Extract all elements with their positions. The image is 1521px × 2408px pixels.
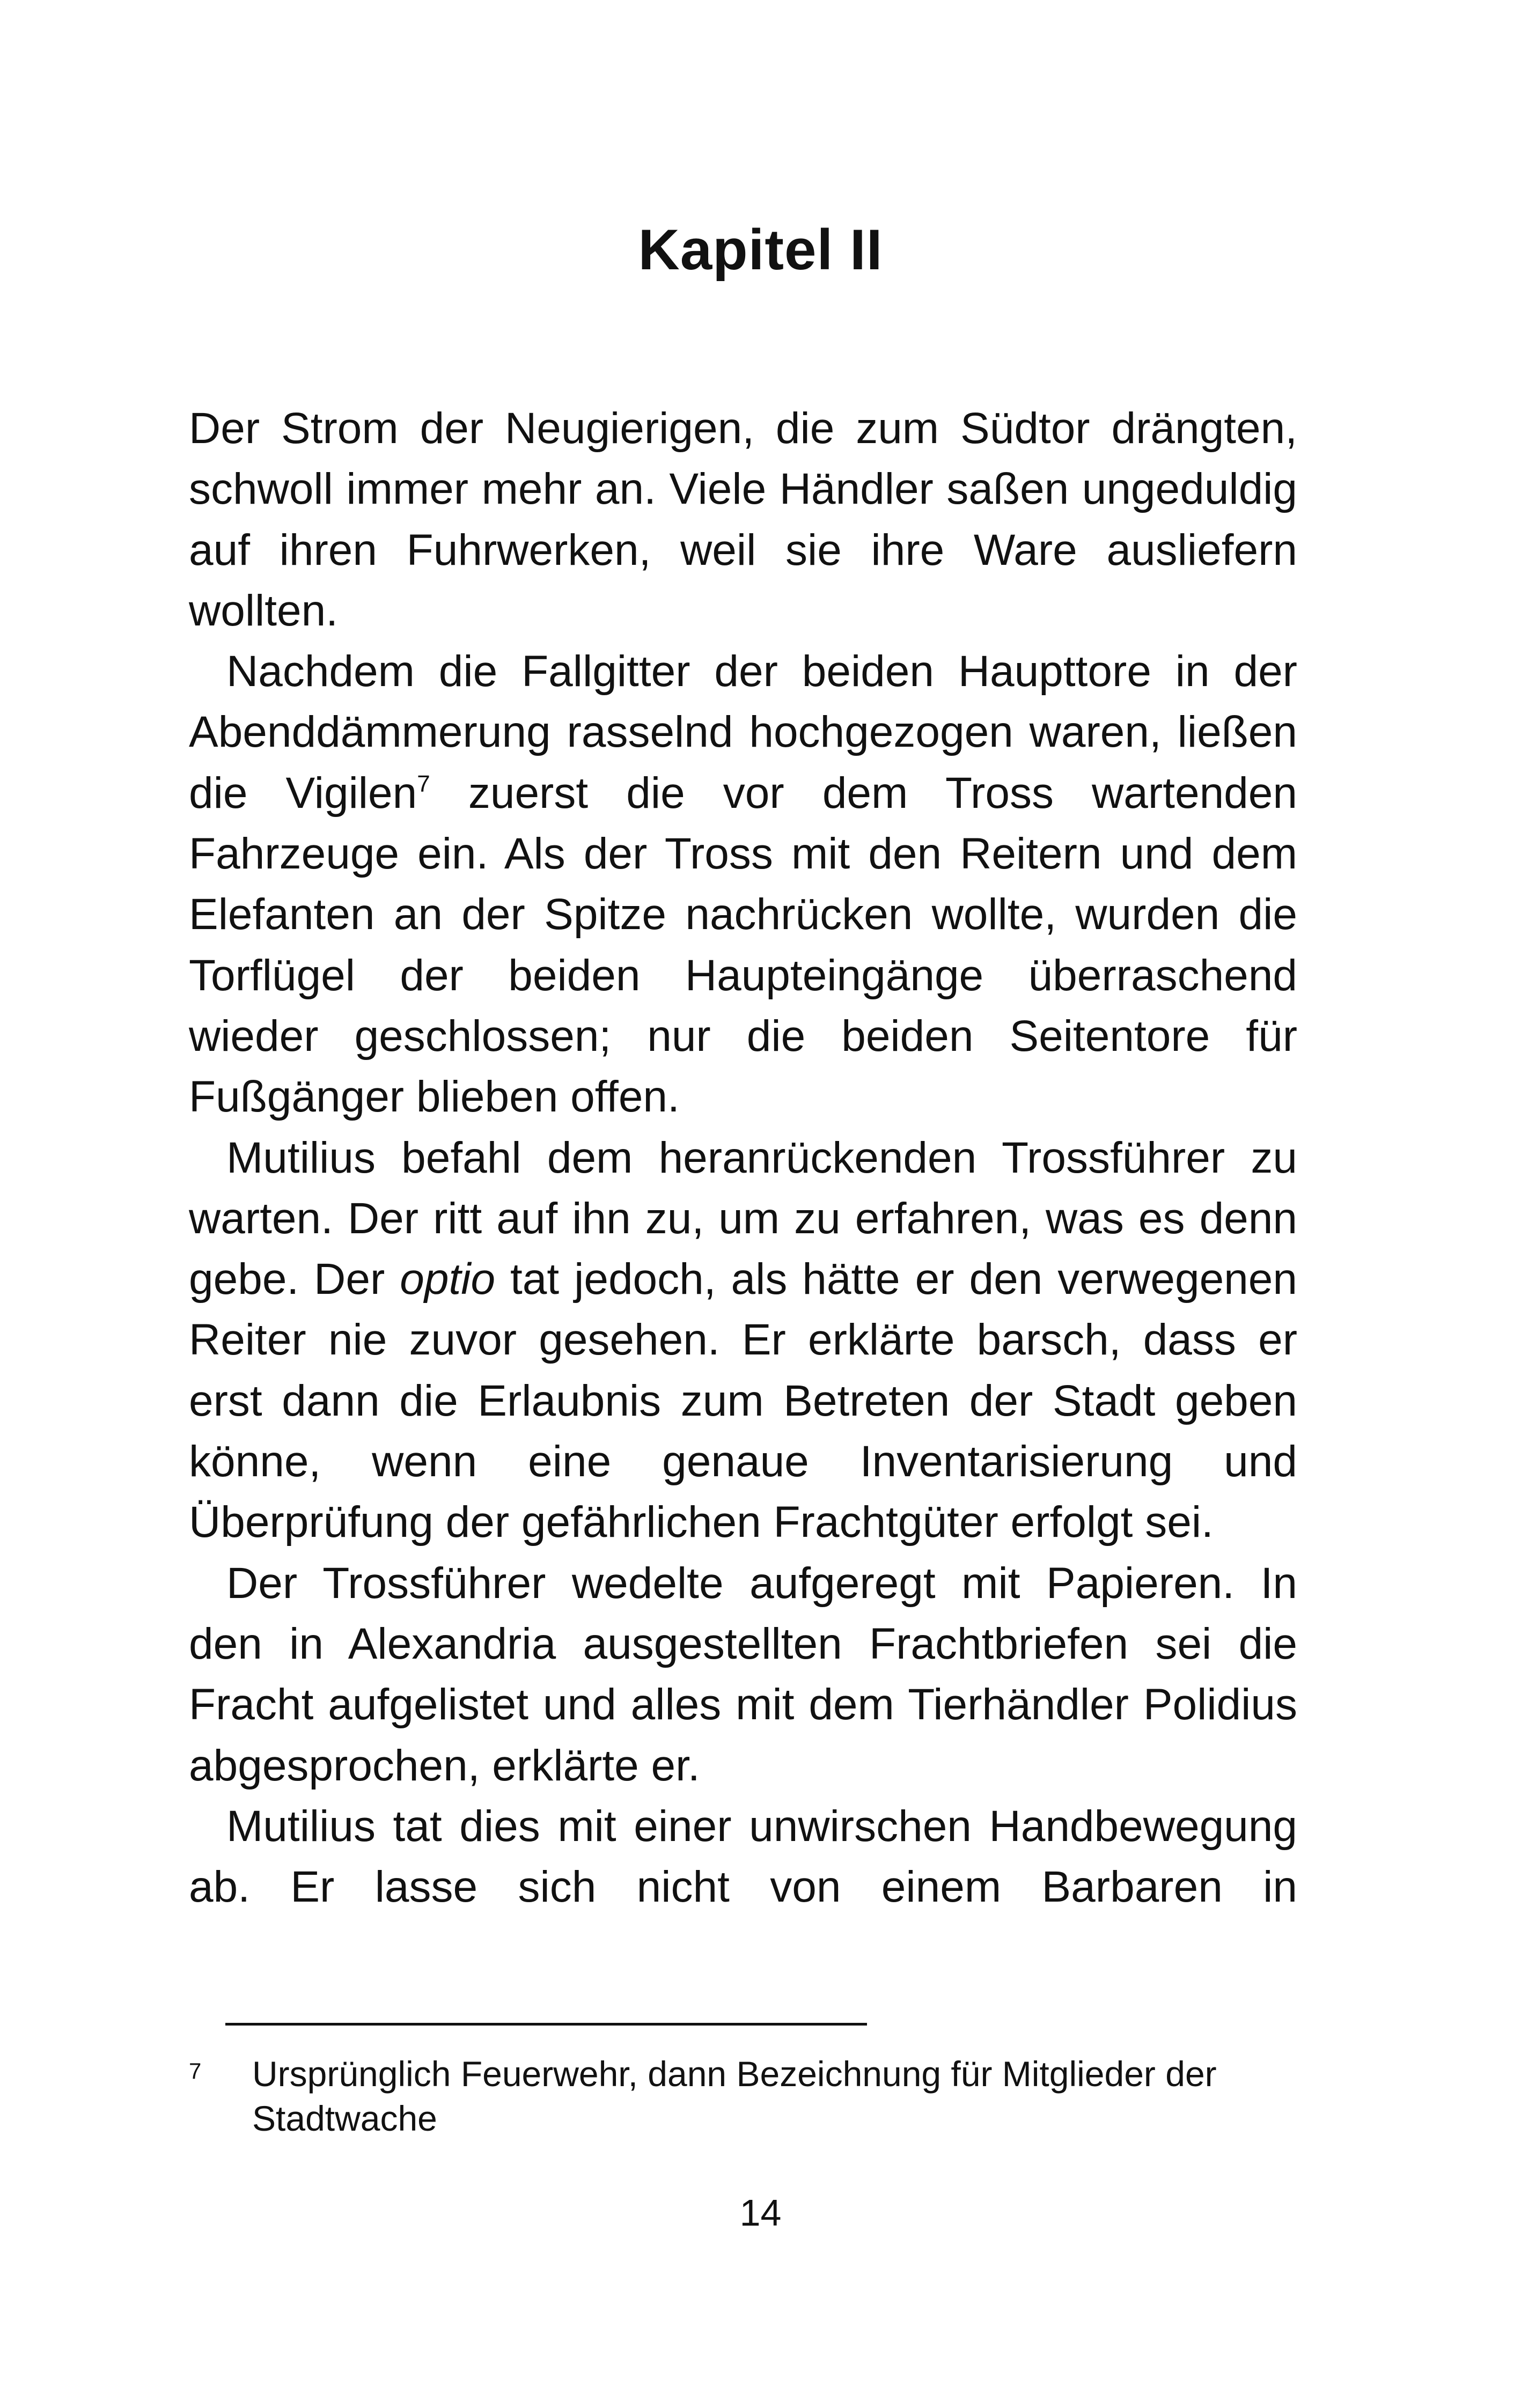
paragraph-3-text-b: tat jedoch, als hätte er den verwegenen Reiter nie zuvor gesehen. Er erklärte barsch, dass er erst dann die Erlaubnis zum Betreten der Stadt geben könne, wenn eine genaue Inventarisierung und Überprüfung der gefährlichen Frachtgüter erfolgt sei. [189,1255,1297,1547]
paragraph-1-text: Der Strom der Neugierigen, die zum Südtor drängten, schwoll immer mehr an. Viele Händler saßen ungeduldig auf ihren Fuhrwerken, weil sie ihre Ware ausliefern wollten. [189,404,1297,635]
footnote-text: Ursprünglich Feuerwehr, dann Bezeichnung für Mitglieder der Stadtwache [252,2054,1217,2138]
footnote-reference: 7 [417,770,430,797]
footnote-divider [225,2023,867,2026]
chapter-title: Kapitel II [638,217,883,282]
paragraph-2-text-a: Nachdem die Fallgitter der beiden Haupttore in der Abenddämmerung rasselnd hochgezogen waren, ließen die Vigilen [189,647,1297,818]
paragraph-3-text-a: Mutilius befahl dem heranrückenden Trossführer zu warten. Der ritt auf ihn zu, um zu erfahren, was es denn gebe. Der [189,1133,1297,1304]
paragraph-5 [189,1796,1297,1918]
paragraph-2-text-b: zuerst die vor dem Tross wartenden Fahrzeuge ein. Als der Tross mit den Reitern und dem Elefanten an der Spitze nachrücken wollte, wurden die Torflügel der beiden Haupteingänge überraschend wieder geschlossen; nur die beiden Seitentore für Fußgänger blieben offen. [189,768,1297,1122]
body-text [189,398,1297,1917]
paragraph-2 [189,641,1297,1127]
paragraph-4 [189,1553,1297,1796]
footnote-mark: 7 [189,2058,202,2083]
italic-term: optio [400,1255,496,1304]
page-number: 14 [739,2192,782,2234]
paragraph-4-text: Der Trossführer wedelte aufgeregt mit Papieren. In den in Alexandria ausgestellten Frachtbriefen sei die Fracht aufgelistet und alles mit dem Tierhändler Polidius abgesprochen, erklärte er. [189,1558,1297,1790]
paragraph-3 [189,1128,1297,1553]
paragraph-1 [189,398,1297,641]
paragraph-5-text: Mutilius tat dies mit einer unwirschen Handbewegung ab. Er lasse sich nicht von einem Barbaren in [189,1801,1297,1912]
footnote [189,2052,1297,2141]
